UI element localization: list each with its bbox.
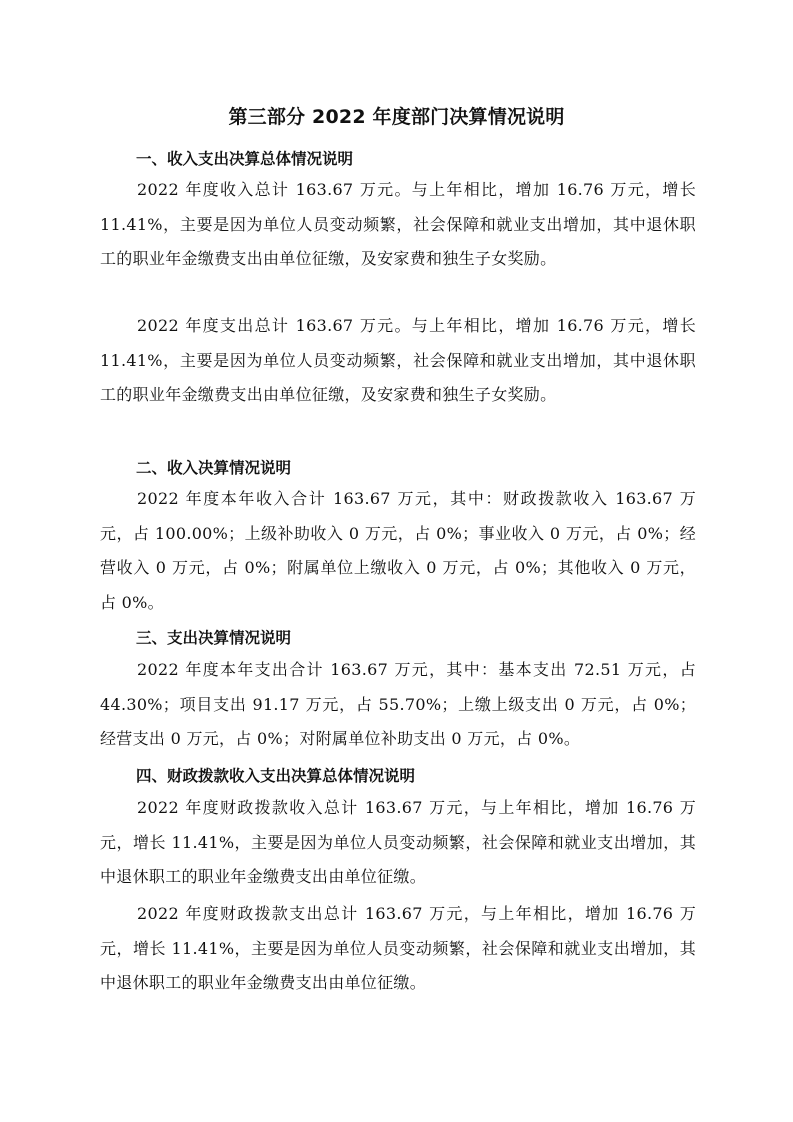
paragraph-fiscal-income: 2022 年度财政拨款收入总计 163.67 万元，与上年相比，增加 16.76 万元，增长 11.41%，主要是因为单位人员变动频繁，社会保障和就业支出增加，其中退休职工的职业年金缴费支出由单位征缴。 bbox=[100, 798, 696, 886]
section-heading-3: 三、支出决算情况说明 bbox=[136, 629, 292, 647]
section-heading-1: 一、收入支出决算总体情况说明 bbox=[136, 150, 354, 168]
paragraph-income-detail: 2022 年度本年收入合计 163.67 万元，其中：财政拨款收入 163.67 万元，占 100.00%；上级补助收入 0 万元，占 0%；事业收入 0 万元，占 0%；经营收入 0 万元，占 0%；附属单位上缴收入 0 万元，占 0%；其他收入 0 万元，占 0%。 bbox=[100, 489, 696, 612]
paragraph-expense-total: 2022 年度支出总计 163.67 万元。与上年相比，增加 16.76 万元，增长 11.41%，主要是因为单位人员变动频繁，社会保障和就业支出增加，其中退休职工的职业年金缴费支出由单位征缴，及安家费和独生子女奖励。 bbox=[100, 316, 696, 404]
page-title: 第三部分 2022 年度部门决算情况说明 bbox=[228, 106, 565, 128]
paragraph-fiscal-expense: 2022 年度财政拨款支出总计 163.67 万元，与上年相比，增加 16.76 万元，增长 11.41%，主要是因为单位人员变动频繁，社会保障和就业支出增加，其中退休职工的职业年金缴费支出由单位征缴。 bbox=[100, 904, 696, 992]
section-heading-2: 二、收入决算情况说明 bbox=[136, 459, 292, 477]
paragraph-income-total: 2022 年度收入总计 163.67 万元。与上年相比，增加 16.76 万元，增长 11.41%，主要是因为单位人员变动频繁，社会保障和就业支出增加，其中退休职工的职业年金缴费支出由单位征缴，及安家费和独生子女奖励。 bbox=[100, 180, 696, 268]
section-heading-4: 四、财政拨款收入支出决算总体情况说明 bbox=[136, 767, 416, 785]
paragraph-expense-detail: 2022 年度本年支出合计 163.67 万元，其中：基本支出 72.51 万元，占 44.30%；项目支出 91.17 万元，占 55.70%；上缴上级支出 0 万元，占 0%；经营支出 0 万元，占 0%；对附属单位补助支出 0 万元，占 0%。 bbox=[100, 660, 696, 748]
